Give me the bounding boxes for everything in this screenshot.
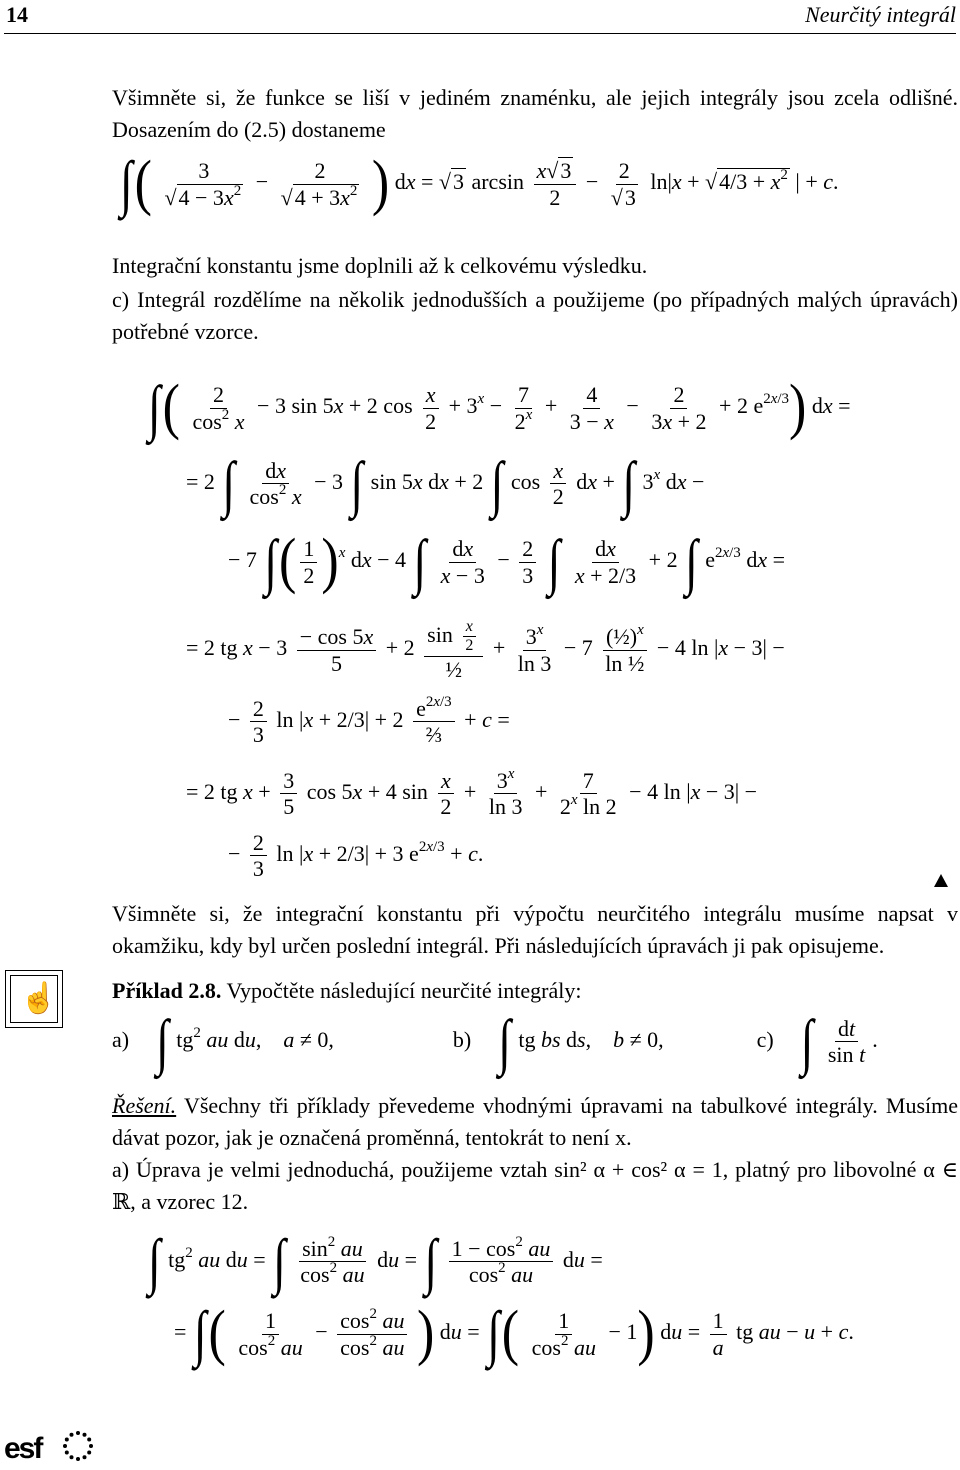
equation-c-line1: ∫( $\frac{2}{\cos^2 x}$ − 3 sin 5x + 2 cos $\frac{x}{2}$ + $3^x$ − $\frac{7}{2^x}$ + $\frac{4}{3 - x}$ − $\frac{2}{3x + 2}$ + 2 $e^{2x/3}$) dx =	[148, 372, 851, 442]
equation-a-line1: ∫ $tg^2$ au du = ∫ $\frac{\sin^2 au}{\cos^2 au}$ du = ∫ $\frac{1 - \cos^2 au}{\cos^2 au}$ du =	[148, 1226, 603, 1296]
running-title: Neurčitý integrál	[805, 2, 956, 27]
header-rule	[4, 33, 956, 34]
item-b-label: b)	[452, 1026, 472, 1052]
solution-text: Všechny tři příklady převedeme vhodnými úpravami na tabulkové integrály. Musíme dávat pozor, jak je označená proměnná, tentokrát to není x.	[112, 1093, 958, 1150]
example-label: Příklad 2.8.	[112, 978, 222, 1003]
equation-c-line7: − $\frac{2}{3}$ ln |x + 2/3| + 3 $e^{2x/3} + c$.	[228, 830, 484, 882]
end-of-example-triangle-icon	[934, 874, 948, 887]
paragraph-solution	[112, 1090, 958, 1154]
esf-logo-icon: esf	[2, 1428, 102, 1468]
paragraph-intro: Všimněte si, že funkce se liší v jediném znaménku, ale jejich integrály jsou zcela odlišné. Dosazením do (2.5) dostaneme	[112, 85, 958, 142]
page-number: 14	[6, 2, 28, 27]
equation-c-line4: = 2 tg x − 3 $\frac{- \cos 5x}{5}$ + 2 sin $\frac{x}{2}$ ½ + $\frac{3^x}{\ln 3}$ − 7 $\frac{(\frac{1}{2})^x}{\text{ln ½}}$ − 4 ln |x − 3| −	[186, 618, 785, 682]
paragraph-c: c) Integrál rozdělíme na několik jednodušších a použijeme (po případných malých úpravách) potřebné vzorce.	[112, 287, 958, 344]
equation-c-line5: − $\frac{2}{3}$ ln |x + 2/3| + 2 $\frac{e^{2x/3}}{\text{⅔}}$ + c =	[228, 694, 510, 748]
equation-a-line2: = ∫( $\frac{1}{\cos^2 au}$ − $\frac{\cos^2 au}{\cos^2 au}$ ) du = ∫( $\frac{1}{\cos^2 au}$ − 1) du = $\frac{1}{a}$ tg au − u + c.	[174, 1298, 854, 1368]
paragraph-constant-note: Všimněte si, že integrační konstantu při výpočtu neurčitého integrálu musíme napsat v okamžiku, kdy byl určen poslední integrál. Při následujících úpravách ji pak opisujeme.	[112, 901, 958, 958]
equation-c-line2: = 2 ∫ $\frac{dx}{\cos^2 x}$ − 3 ∫ sin 5x dx + 2 ∫ cos $\frac{x}{2}$ dx + ∫ 3$^x$ dx −	[186, 448, 705, 518]
paragraph-a: a) Úprava je velmi jednoduchá, použijeme vztah sin² α + cos² α = 1, platný pro libovolné α ∈ ℝ, a vzorec 12.	[112, 1157, 958, 1214]
item-c-label: c)	[756, 1026, 774, 1052]
page-header	[0, 0, 960, 30]
pointing-hand-icon: ☝	[5, 970, 63, 1028]
item-a-label: a)	[112, 1026, 130, 1052]
solution-label: Řešení.	[112, 1093, 177, 1118]
equation-c-line6: = 2 tg x + $\frac{3}{5}$ cos 5x + 4 sin $\frac{x}{2}$ + $\frac{3^x}{\ln 3}$ + $\frac{7}{2^x \ln 2}$ − 4 ln |x − 3| −	[186, 766, 758, 820]
equation-c-line3: − 7 ∫( $\frac{1}{2}$ )$^x$ dx − 4 ∫ $\frac{dx}{x - 3}$ − $\frac{2}{3}$ ∫ $\frac{dx}{x + 2/3}$ + 2 ∫ $e^{2x/3}$ dx =	[228, 526, 785, 596]
example-items: a) ∫ $tg^2$ au du, a ≠ 0, b) ∫ tg bs ds, b ≠ 0, c) ∫ $\frac{dt}{\text{sin t}}$ .	[112, 1006, 878, 1076]
paragraph-constant: Integrační konstantu jsme doplnili až k celkovému výsledku.	[112, 253, 648, 278]
example-text: Vypočtěte následující neurčité integrály:	[226, 978, 582, 1003]
example-heading	[112, 980, 581, 1002]
equation-1: ∫( $\frac{3}{√4 - 3x^2}$ − $\frac{2}{√4 + 3x^2}$ ) dx = √3 arcsin $\frac{x√3}{2}$ − $\frac{2}{√3}$ $\ln|x + √4/3 + x^2$ | + c.	[120, 148, 839, 218]
